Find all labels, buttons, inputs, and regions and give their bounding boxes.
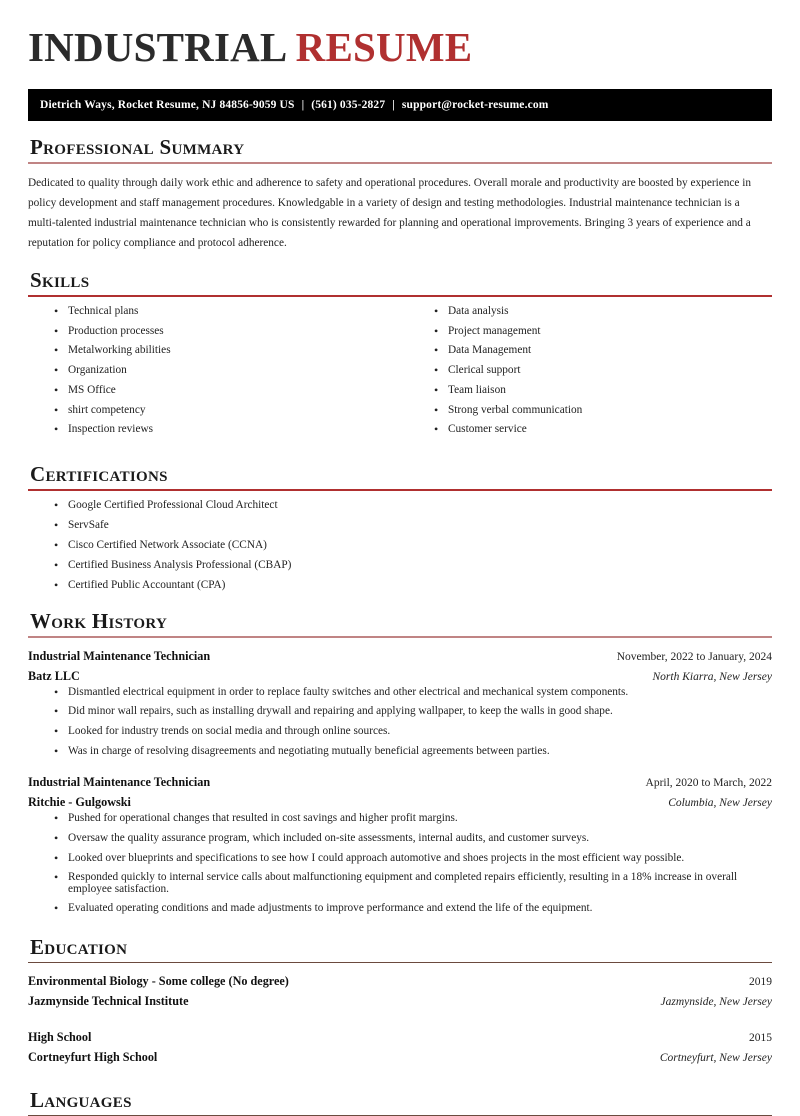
job-bullets-list [28,813,772,915]
education-degree-row [28,972,772,992]
work-history-entry [28,773,772,914]
certifications-list [28,500,772,590]
skills-column-left [28,306,400,445]
section-heading-summary: Professional Summary [30,135,245,160]
education-year: 2019 [749,976,772,989]
list-item: • Cisco Certified Network Associate (CCNA) [54,540,772,551]
list-item: • Was in charge of resolving disagreements and negotiating mutually beneficial agreements between parties. [54,746,772,757]
job-company-row [28,793,772,813]
list-item: • Strong verbal communication [434,405,772,416]
list-item: • Technical plans [54,306,400,317]
education-school: Jazmynside Technical Institute [28,994,189,1009]
section-professional-summary [28,135,772,254]
list-item: • Looked over blueprints and specifications to see how I could approach automotive and shoes projects in the most efficient way possible. [54,853,772,864]
contact-address: Dietrich Ways, Rocket Resume, NJ 84856-9059 US [40,99,295,112]
job-location: Columbia, New Jersey [668,797,772,810]
job-dates: April, 2020 to March, 2022 [645,777,772,790]
section-education [28,935,772,1068]
section-divider-summary [28,162,772,164]
list-item: • Production processes [54,326,400,337]
job-title: Industrial Maintenance Technician [28,649,211,664]
section-divider-work-history [28,636,772,638]
job-header-row [28,773,772,793]
list-item: • Project management [434,326,772,337]
list-item: • Pushed for operational changes that resulted in cost savings and higher profit margins. [54,813,772,824]
list-item: • Organization [54,365,400,376]
section-heading-education: Education [30,934,128,959]
section-divider-education [28,962,772,964]
list-item: • Certified Business Analysis Professional (CBAP) [54,560,772,571]
list-item: • Looked for industry trends on social media and through online sources. [54,726,772,737]
education-location: Jazmynside, New Jersey [660,996,772,1009]
list-item: • Google Certified Professional Cloud Architect [54,500,772,511]
section-heading-languages: Languages [30,1087,132,1112]
education-degree: Environmental Biology - Some college (No degree) [28,974,289,989]
list-item: • ServSafe [54,520,772,531]
section-divider-certifications [28,489,772,491]
education-degree: High School [28,1030,92,1045]
skills-columns [28,306,772,445]
contact-separator-1: | [301,99,305,112]
list-item: • Data Management [434,345,772,356]
section-skills [28,268,772,445]
list-item: • shirt competency [54,405,400,416]
section-work-history [28,609,772,915]
skills-column-right [400,306,772,445]
education-school-row [28,1048,772,1068]
job-bullets-list [28,687,772,758]
title-word-industrial: INDUSTRIAL [28,24,286,70]
section-certifications [28,462,772,591]
education-school-row [28,992,772,1012]
list-item: • Customer service [434,424,772,435]
list-item: • Certified Public Accountant (CPA) [54,580,772,591]
list-item: • Did minor wall repairs, such as installing drywall and repairing and applying wallpaper, to keep the walls in good shape. [54,706,772,717]
job-location: North Kiarra, New Jersey [652,670,772,683]
section-divider-skills [28,295,772,297]
list-item: • Evaluated operating conditions and made adjustments to improve performance and extend the life of the equipment. [54,903,772,914]
list-item: • Metalworking abilities [54,345,400,356]
section-languages [28,1088,772,1116]
section-heading-skills: Skills [30,267,90,292]
job-company: Ritchie - Gulgowski [28,795,131,810]
summary-paragraph: Dedicated to quality through daily work ethic and adherence to safety and operational procedures. Overall morale and productivity are boosted by experience in policy development and staff management procedures. Knowledgable in a variety of design and testing methodologies. Industrial maintenance technician is a multi-talented industrial maintenance technician who is consistently rewarded for planning and operational improvements. Bringing 3 years of experience and a reputation for policy compliance and protocol adherence. [28,177,752,250]
job-company-row [28,667,772,687]
section-heading-work-history: Work History [30,608,168,633]
job-company: Batz LLC [28,668,80,683]
list-item: • Data analysis [434,306,772,317]
work-history-entry [28,647,772,757]
list-item: • Clerical support [434,365,772,376]
job-dates: November, 2022 to January, 2024 [616,651,772,664]
skills-list-right [408,306,772,436]
education-location: Cortneyfurt, New Jersey [659,1051,772,1064]
list-item: • Oversaw the quality assurance program, which included on-site assessments, internal audits, and customer surveys. [54,833,772,844]
list-item: • Responded quickly to internal service calls about malfunctioning equipment and completed repairs efficiently, resulting in a 18% increase in overall employee satisfaction. [54,872,772,895]
contact-phone[interactable]: (561) 035-2827 [311,99,386,112]
education-school: Cortneyfurt High School [28,1049,158,1064]
education-year: 2015 [749,1032,772,1045]
title-word-resume: RESUME [295,24,473,70]
job-title: Industrial Maintenance Technician [28,775,211,790]
contact-bar [28,89,772,121]
education-degree-row [28,1028,772,1048]
education-entry [28,972,772,1012]
education-entry [28,1028,772,1068]
contact-email[interactable]: support@rocket-resume.com [401,99,549,112]
skills-list-left [28,306,400,436]
section-heading-certifications: Certifications [30,462,168,487]
page-title [28,0,772,69]
list-item: • MS Office [54,385,400,396]
job-header-row [28,647,772,667]
list-item: • Team liaison [434,385,772,396]
list-item: • Dismantled electrical equipment in order to replace faulty switches and other electrical and mechanical system components. [54,687,772,698]
list-item: • Inspection reviews [54,424,400,435]
contact-separator-2: | [392,99,395,112]
